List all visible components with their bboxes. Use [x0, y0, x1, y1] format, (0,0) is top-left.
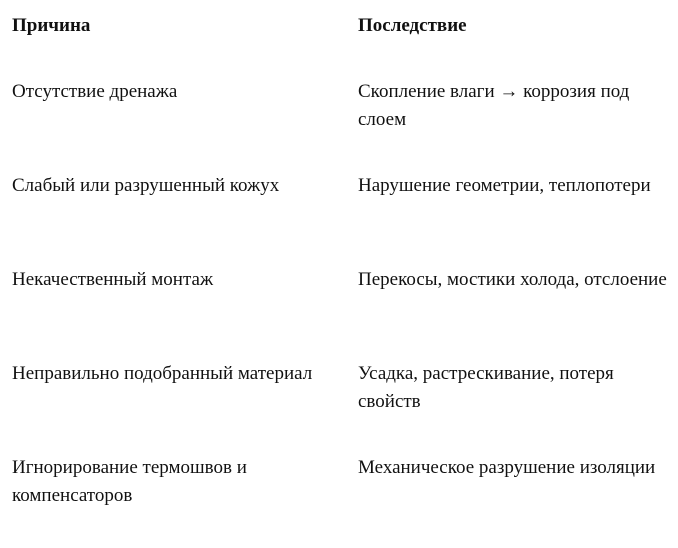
- table-row: [12, 78, 672, 172]
- effect-cell: Механическое разрушение изоляции: [358, 457, 656, 478]
- cause-cell: Отсутствие дренажа: [12, 81, 178, 102]
- table-row: [12, 360, 672, 454]
- table-row: [12, 172, 672, 266]
- table-row: [12, 266, 672, 360]
- header-effect: Последствие: [358, 15, 467, 36]
- cause-effect-table: [12, 12, 672, 548]
- effect-cell: Перекосы, мостики холода, отслоение: [358, 269, 667, 290]
- cause-cell: Некачественный монтаж: [12, 269, 214, 290]
- table-header-row: [12, 12, 672, 78]
- cause-cell: Неправильно подобранный материал: [12, 363, 313, 384]
- table-row: [12, 454, 672, 548]
- effect-cell: Нарушение геометрии, теплопотери: [358, 175, 651, 196]
- cause-cell: Игнорирование термошвов и компенсаторов: [12, 457, 247, 506]
- header-cause: Причина: [12, 15, 91, 36]
- effect-cell: Скопление влаги → коррозия под слоем: [358, 81, 630, 130]
- effect-cell: Усадка, растрескивание, потеря свойств: [358, 363, 614, 412]
- cause-cell: Слабый или разрушенный кожух: [12, 175, 280, 196]
